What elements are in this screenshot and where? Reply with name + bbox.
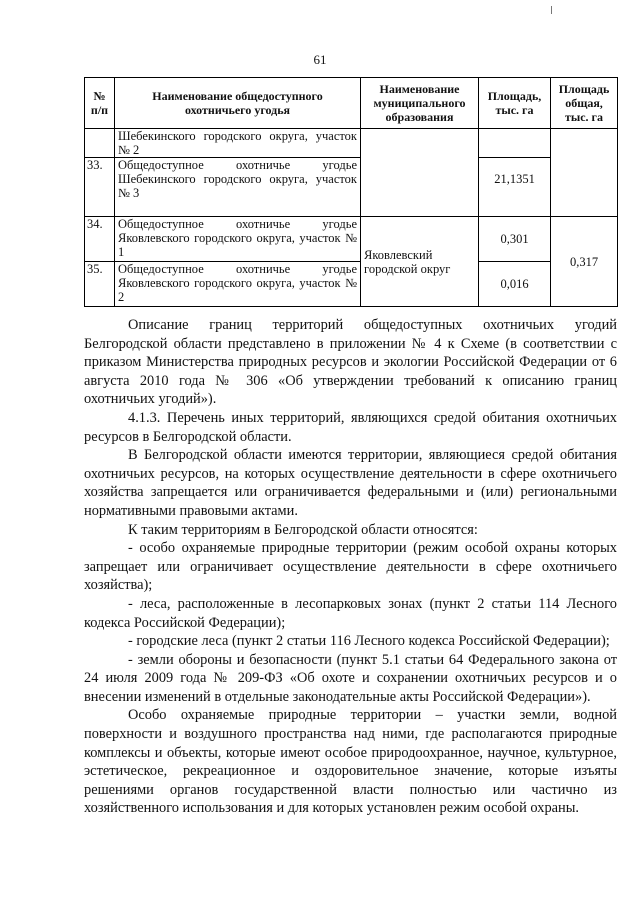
cell-municipality [361, 129, 479, 217]
cell-name: Общедоступное охотничье угодье Шебекинского городского округа, участок № 3 [115, 158, 361, 217]
cell-area [479, 129, 551, 158]
cell-area-total [551, 129, 618, 217]
body-text [84, 316, 617, 818]
list-item: - городские леса (пункт 2 статьи 116 Лесного кодекса Российской Федерации); [128, 633, 610, 650]
scan-mark [551, 6, 552, 14]
table-row [85, 217, 618, 262]
section-heading: 4.1.3. Перечень иных территорий, являющихся средой обитания охотничьих ресурсов в Белгородской области. [84, 409, 617, 445]
table-row [85, 158, 618, 217]
cell-num: 35. [85, 262, 115, 307]
list-item: - земли обороны и безопасности (пункт 5.1 статьи 64 Федерального закона от 24 июля 2009 года № 209-ФЗ «Об охоте и сохранении охотничьих ресурсов и о внесении изменений в отдельные законодательные акты Российской Федерации»). [84, 651, 617, 705]
table-row [85, 262, 618, 307]
cell-area-total: 0,317 [551, 217, 618, 307]
list-item: - леса, расположенные в лесопарковых зонах (пункт 2 статьи 114 Лесного кодекса Российской Федерации); [84, 595, 617, 631]
cell-name: Общедоступное охотничье угодье Яковлевского городского округа, участок № 1 [115, 217, 361, 262]
cell-num: 34. [85, 217, 115, 262]
cell-num: 33. [85, 158, 115, 217]
cell-area: 0,016 [479, 262, 551, 307]
cell-name: Общедоступное охотничье угодье Яковлевского городского округа, участок № 2 [115, 262, 361, 307]
paragraph: К таким территориям в Белгородской области относятся: [128, 521, 478, 538]
paragraph: Особо охраняемые природные территории – участки земли, водной поверхности и воздушного пространства над ними, где располагаются природные комплексы и объекты, которые имеют особое природоохранное, научное, культурное, эстетическое, рекреационное и оздоровительное значение, которые изъяты решениями органов государственной власти полностью или частично из хозяйственного использования и для которых установлен режим особой охраны. [84, 707, 617, 817]
list-item: - особо охраняемые природные территории (режим особой охраны которых запрещает или ограничивает осуществление деятельности в сфере охотничьего хозяйства); [84, 540, 617, 594]
page-number: 61 [313, 52, 327, 67]
header-area: Площадь, тыс. га [479, 78, 551, 129]
table-row [85, 129, 618, 158]
table-header-row [85, 78, 618, 129]
cell-municipality: Яковлевский городской округ [361, 217, 479, 307]
cell-name: Шебекинского городского округа, участок № 2 [115, 129, 361, 158]
cell-num [85, 129, 115, 158]
cell-area: 21,1351 [479, 158, 551, 217]
header-name: Наименование общедоступного охотничьего угодья [115, 78, 361, 129]
header-municipality: Наименование муниципального образования [361, 78, 479, 129]
hunting-grounds-table [84, 77, 618, 307]
paragraph: Описание границ территорий общедоступных охотничьих угодий Белгородской области представлено в приложении № 4 к Схеме (в соответствии с приказом Министерства природных ресурсов и экологии Российской Федерации от 6 августа 2010 года № 306 «Об утверждении требований к описанию границ охотничьих угодий»). [84, 317, 617, 408]
header-num: № п/п [85, 78, 115, 129]
cell-area: 0,301 [479, 217, 551, 262]
header-area-total: Площадь общая, тыс. га [551, 78, 618, 129]
paragraph: В Белгородской области имеются территории, являющиеся средой обитания охотничьих ресурсов, на которых осуществление деятельности в сфере охотничьего хозяйства запрещается или ограничивается федеральными и (или) региональными нормативными правовыми актами. [84, 447, 617, 519]
